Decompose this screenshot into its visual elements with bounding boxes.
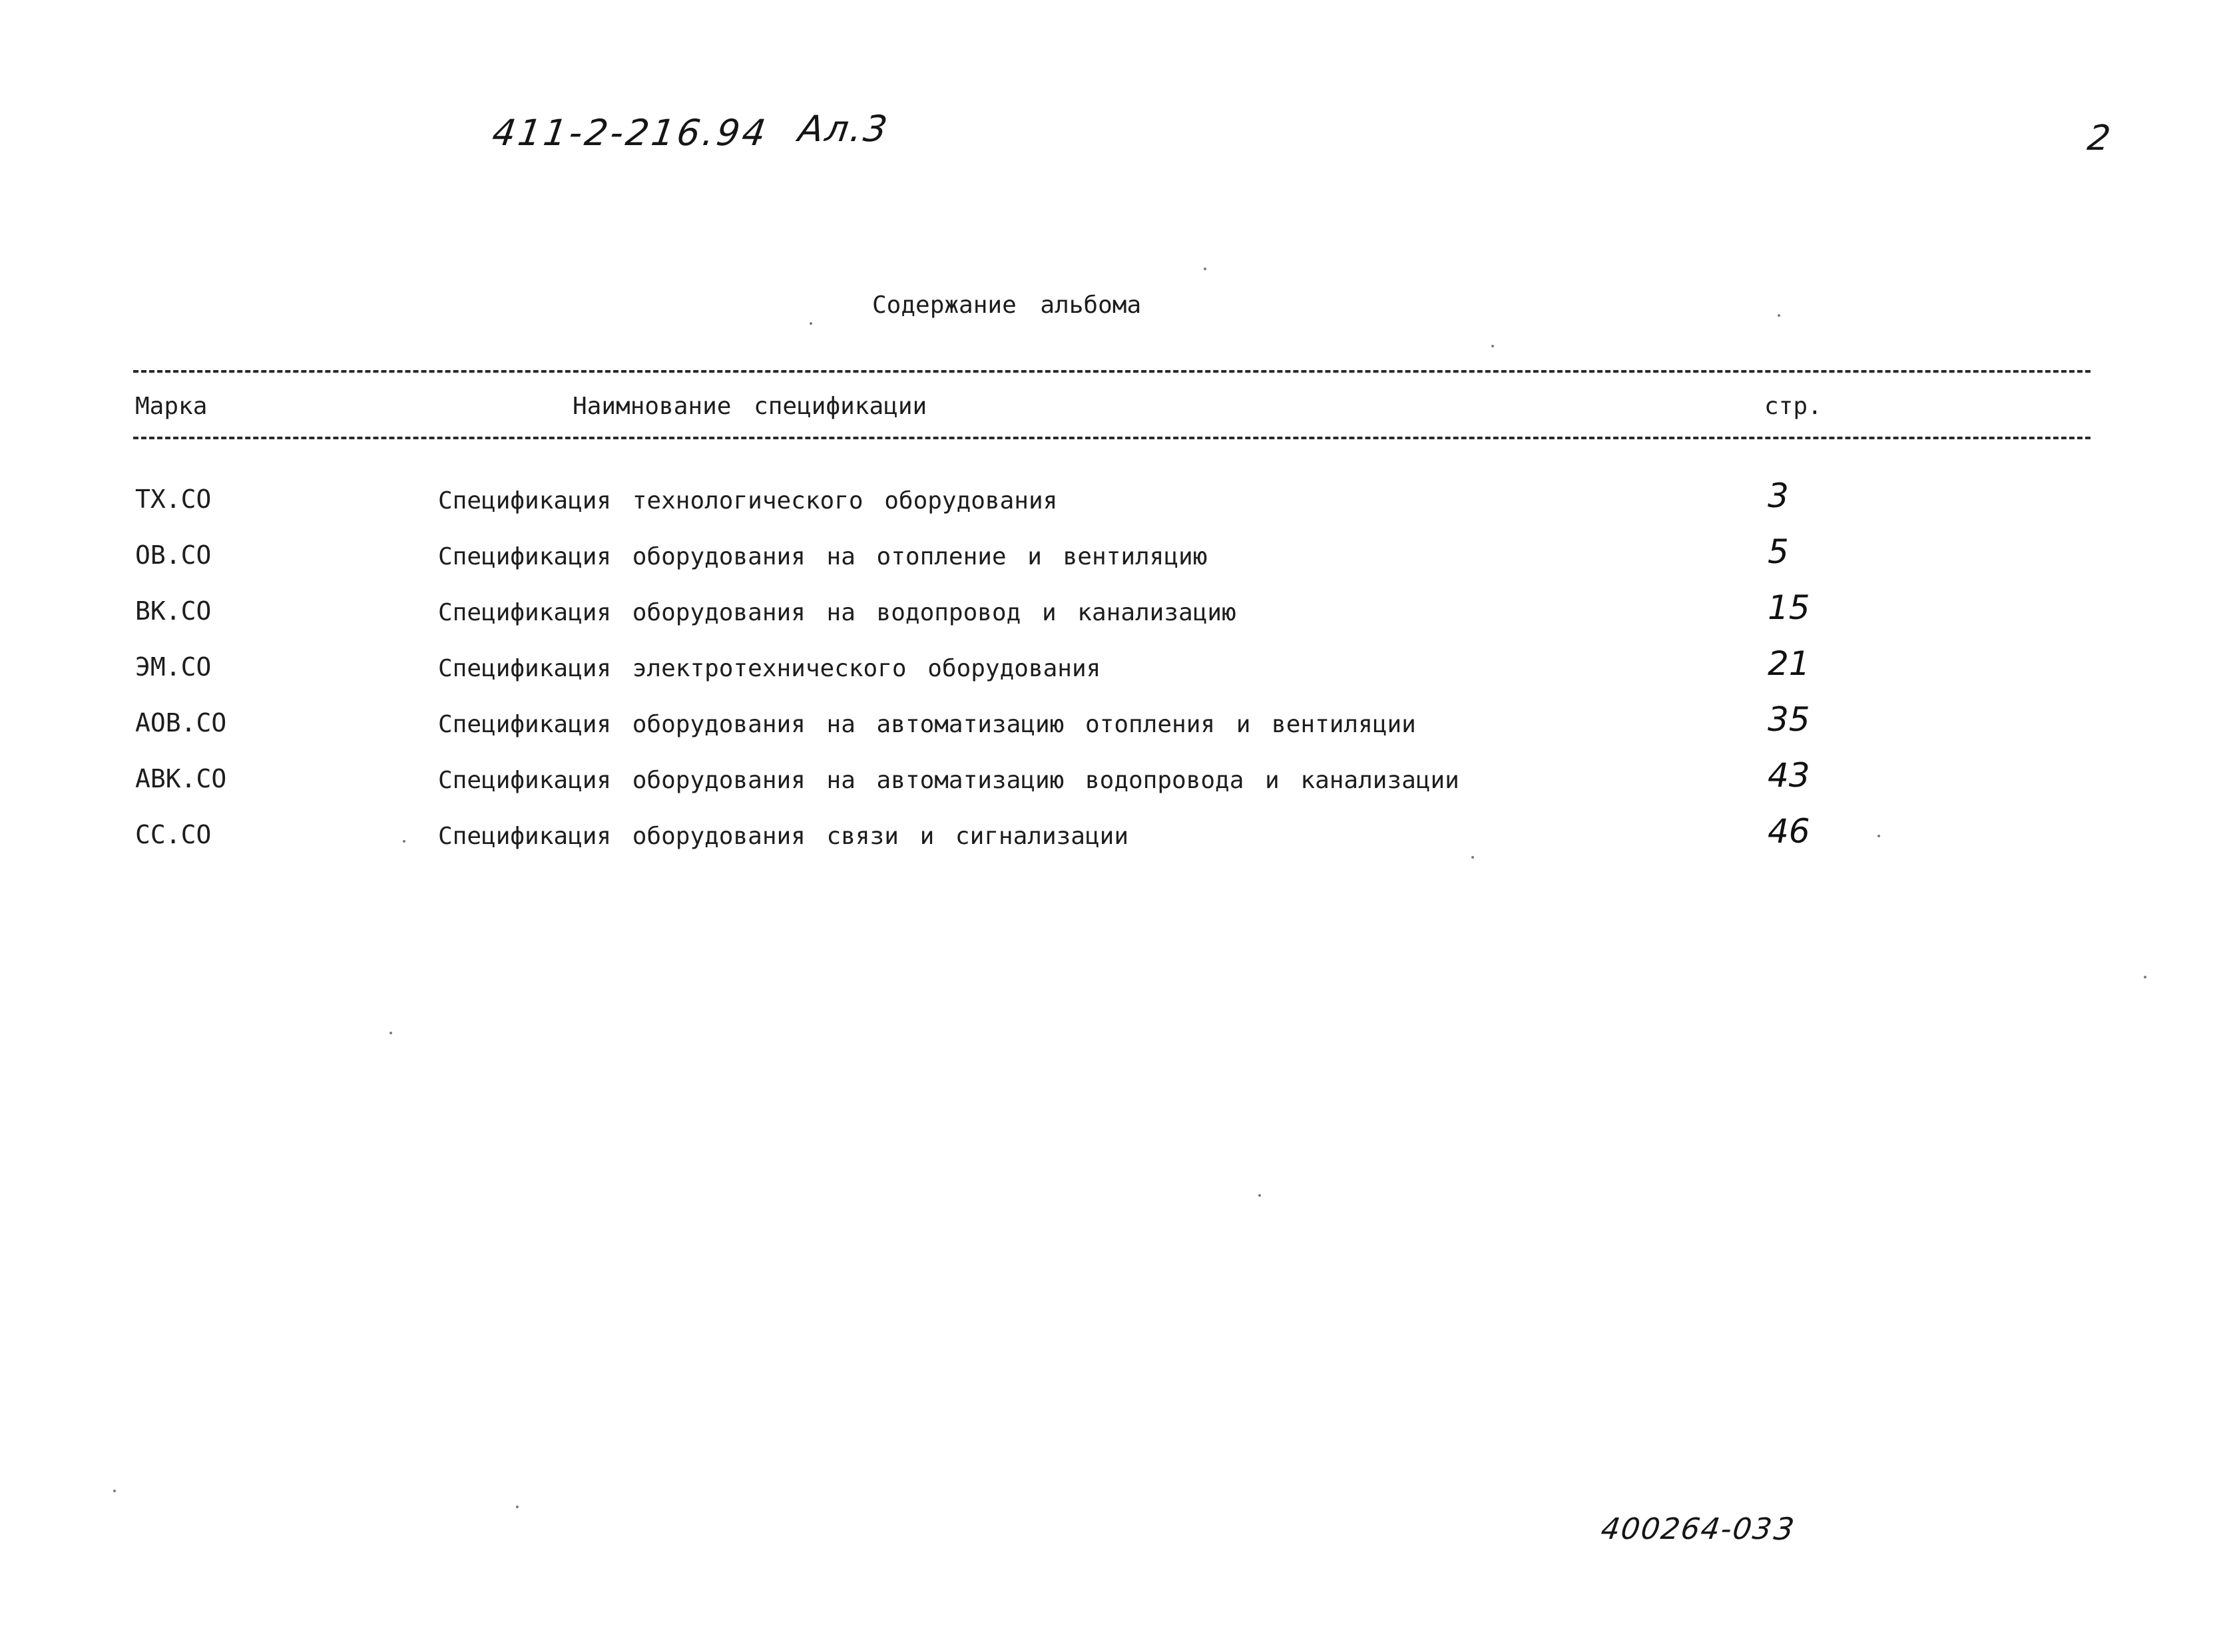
table-header-rule [133, 437, 2091, 439]
row-page: 21 [1768, 644, 1810, 683]
scan-speck [1471, 856, 1474, 859]
row-page: 15 [1768, 588, 1810, 627]
row-mark: АОВ.СО [135, 708, 227, 737]
inventory-number: 400264-03 [1599, 1512, 1776, 1546]
row-mark: ОВ.СО [135, 540, 212, 570]
table-top-rule [133, 370, 2091, 373]
scan-speck [516, 1506, 519, 1508]
table-row [0, 756, 2229, 817]
row-name: Спецификация оборудования на отопление и вентиляцию [438, 543, 1208, 570]
row-mark: ВК.СО [135, 596, 212, 626]
row-page: 35 [1768, 700, 1810, 739]
scan-speck [1778, 314, 1780, 317]
document-title: Содержание альбома [872, 292, 1142, 319]
sheet-number: 3 [1772, 1511, 1797, 1547]
column-header-mark: Марка [135, 393, 208, 420]
row-name: Спецификация оборудования связи и сигнализации [438, 823, 1128, 850]
table-row [0, 532, 2229, 594]
row-name: Спецификация оборудования на водопровод и канализацию [438, 599, 1236, 626]
row-mark: СС.СО [135, 820, 212, 849]
album-number: Ал.3 [796, 108, 892, 150]
table-row [0, 812, 2229, 873]
row-mark: ЭМ.СО [135, 652, 212, 682]
row-mark: АВК.СО [135, 764, 227, 793]
row-name: Спецификация оборудования на автоматизацию отопления и вентиляции [438, 711, 1416, 738]
page-number: 2 [2085, 118, 2113, 158]
row-name: Спецификация технологического оборудования [438, 487, 1058, 515]
scan-speck [113, 1490, 116, 1492]
table-row [0, 700, 2229, 761]
scan-speck [1491, 345, 1494, 347]
scan-speck [389, 1032, 392, 1034]
row-name: Спецификация электротехнического оборудования [438, 655, 1101, 682]
scan-speck [1204, 268, 1206, 270]
scan-speck [1877, 835, 1880, 837]
table-row [0, 644, 2229, 706]
column-header-name: Наимнование спецификации [573, 393, 927, 420]
scan-speck [403, 840, 405, 843]
table-row [0, 477, 2229, 538]
column-header-page: стр. [1764, 393, 1822, 420]
scan-speck [1258, 1194, 1261, 1197]
row-page: 43 [1768, 756, 1810, 795]
row-mark: ТХ.СО [135, 485, 212, 514]
row-name: Спецификация оборудования на автоматизацию водопровода и канализации [438, 767, 1459, 794]
table-row [0, 588, 2229, 650]
scan-speck [810, 322, 812, 325]
row-page: 46 [1768, 812, 1810, 851]
scan-speck [2144, 976, 2146, 978]
row-page: 5 [1768, 532, 1789, 571]
row-page: 3 [1768, 477, 1789, 515]
album-code: 411-2-216.94 [489, 112, 771, 154]
